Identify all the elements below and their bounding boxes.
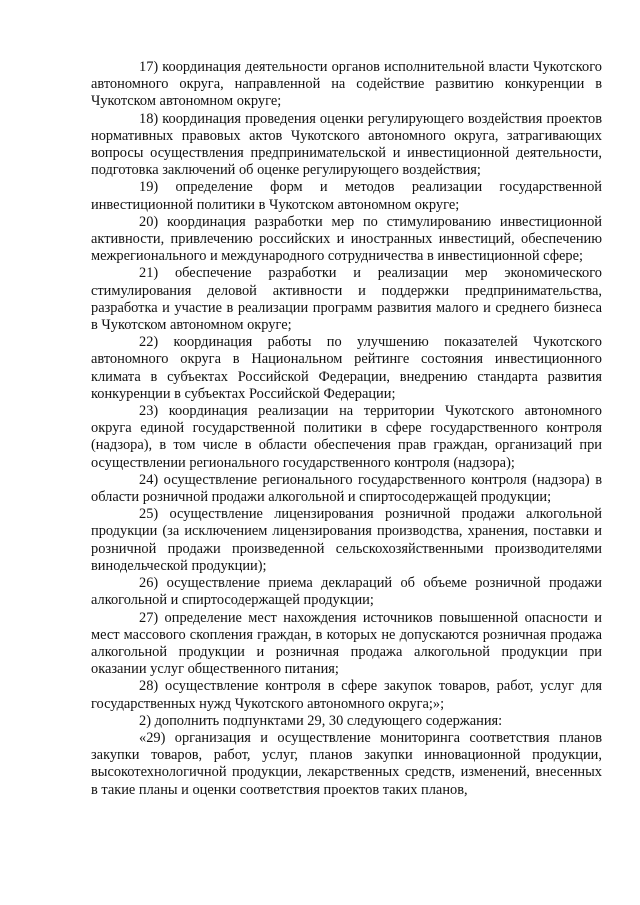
paragraph-item-18: 18) координация проведения оценки регулирующего воздействия проектов нормативных правовых актов Чукотского автономного округа, затрагивающих вопросы осуществления предпринимательской и инвестиционной деятельности, подготовка заключений об оценке регулирующего воздействия; (91, 110, 602, 179)
paragraph-item-28: 28) осуществление контроля в сфере закупок товаров, работ, услуг для государственных нужд Чукотского автономного округа;»; (91, 678, 602, 712)
paragraph-item-20: 20) координация разработки мер по стимулированию инвестиционной активности, привлечению российских и иностранных инвестиций, обеспечению межрегионального и международного сотрудничества в инвестиционной сфере; (91, 213, 602, 265)
paragraph-item-24: 24) осуществление регионального государственного контроля (надзора) в области розничной продажи алкогольной и спиртосодержащей продукции; (91, 471, 602, 506)
paragraph-item-29: «29) организация и осуществление мониторинга соответствия планов закупки товаров, работ, услуг, планов закупки инновационной продукции, высокотехнологичной продукции, лекарственных средств, изменений, внесенных в такие планы и оценки соответствия проектов таких планов, (91, 729, 602, 798)
paragraph-item-25: 25) осуществление лицензирования розничной продажи алкогольной продукции (за исключением лицензирования производства, хранения, поставки и розничной продажи произведенной сельскохозяйственными производителями винодельческой продукции); (91, 506, 602, 574)
paragraph-item-26: 26) осуществление приема деклараций об объеме розничной продажи алкогольной и спиртосодержащей продукции; (91, 575, 602, 609)
paragraph-item-27: 27) определение мест нахождения источников повышенной опасности и мест массового скопления граждан, в которых не допускаются розничная продажа алкогольной продукции и розничная продажа алкогольной продукции при оказании услуг общественного питания; (91, 609, 602, 678)
paragraph-item-21: 21) обеспечение разработки и реализации мер экономического стимулирования деловой активности и поддержки предпринимательства, разработка и участие в реализации программ развития малого и среднего бизнеса в Чукотском автономном округе; (91, 265, 602, 334)
paragraph-item-22: 22) координация работы по улучшению показателей Чукотского автономного округа в Национальном рейтинге состояния инвестиционного климата в субъектах Российской Федерации, внедрению стандарта развития конкуренции в субъектах Российской Федерации; (91, 334, 602, 402)
paragraph-item-17: 17) координация деятельности органов исполнительной власти Чукотского автономного округа, направленной на содействие развитию конкуренции в Чукотском автономном округе; (91, 59, 602, 110)
document-body (91, 59, 602, 799)
paragraph-item-19: 19) определение форм и методов реализации государственной инвестиционной политики в Чукотском автономном округе; (91, 179, 602, 213)
paragraph-amendment-2: 2) дополнить подпунктами 29, 30 следующего содержания: (139, 712, 503, 729)
paragraph-item-23: 23) координация реализации на территории Чукотского автономного округа единой государственной политики в сфере государственного контроля (надзора), в том числе в области обеспечения прав граждан, организаций при осуществлении регионального государственного контроля (надзора); (91, 403, 602, 471)
